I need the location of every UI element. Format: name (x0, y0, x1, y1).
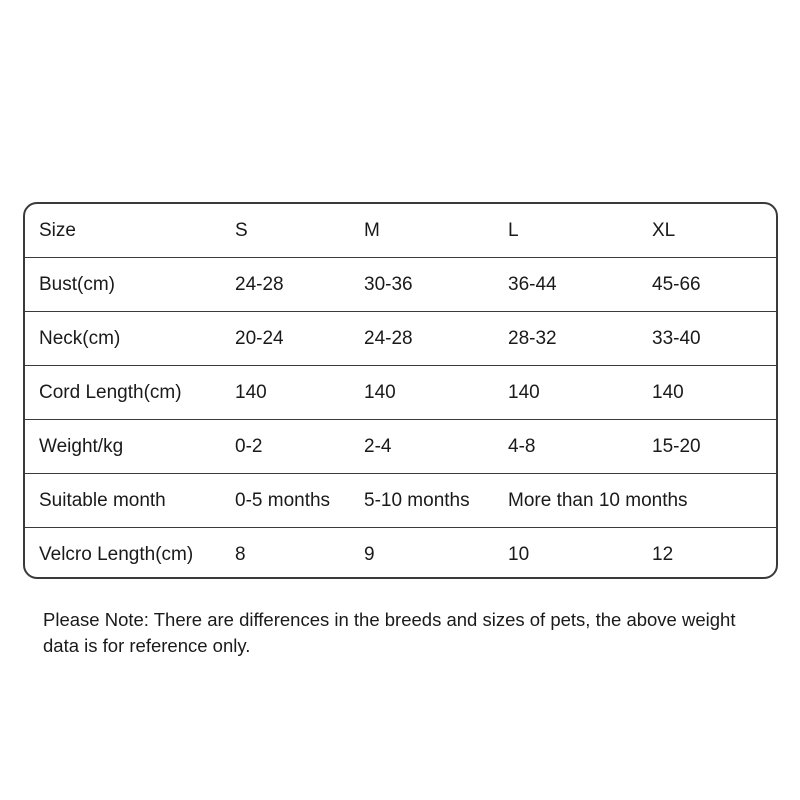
table-cell: 24-28 (364, 327, 413, 349)
table-cell: 140 (508, 381, 540, 403)
table-cell: 5-10 months (364, 489, 470, 511)
table-cell: 45-66 (652, 273, 701, 295)
table-row-suitable-month (25, 474, 776, 528)
table-row-velcro-length (25, 528, 776, 579)
table-header-row (25, 204, 776, 258)
table-cell: 24-28 (235, 273, 284, 295)
size-chart-table (23, 202, 778, 579)
table-cell: 0-5 months (235, 489, 331, 511)
row-label: Suitable month (39, 489, 166, 511)
table-cell: 140 (364, 381, 396, 403)
table-cell: 0-2 (235, 435, 263, 457)
header-cell-l: L (508, 219, 519, 241)
header-cell-xl: XL (652, 219, 676, 241)
table-cell: 28-32 (508, 327, 557, 349)
table-cell: 15-20 (652, 435, 701, 457)
header-cell-s: S (235, 219, 248, 241)
table-cell: More than 10 months (508, 489, 688, 511)
table-cell: 30-36 (364, 273, 413, 295)
table-cell: 4-8 (508, 435, 536, 457)
row-label: Cord Length(cm) (39, 381, 182, 403)
table-cell: 36-44 (508, 273, 557, 295)
table-cell: 2-4 (364, 435, 392, 457)
table-cell: 33-40 (652, 327, 701, 349)
table-cell: 10 (508, 544, 530, 565)
row-label: Neck(cm) (39, 327, 121, 349)
table-cell: 9 (364, 544, 375, 565)
row-label: Bust(cm) (39, 273, 115, 295)
table-row-cord-length (25, 366, 776, 420)
row-label: Velcro Length(cm) (39, 544, 194, 565)
table-cell: 20-24 (235, 327, 284, 349)
table-cell: 8 (235, 544, 246, 565)
row-label: Weight/kg (39, 435, 124, 457)
table-cell: 140 (652, 381, 684, 403)
table-row-bust (25, 258, 776, 312)
table-row-neck (25, 312, 776, 366)
reference-note: Please Note: There are differences in the breeds and sizes of pets, the above weight data is for reference only. (43, 609, 736, 656)
table-row-weight (25, 420, 776, 474)
header-cell-m: M (364, 219, 380, 241)
table-cell: 12 (652, 544, 674, 565)
table-cell: 140 (235, 381, 267, 403)
header-cell-size: Size (39, 219, 76, 241)
